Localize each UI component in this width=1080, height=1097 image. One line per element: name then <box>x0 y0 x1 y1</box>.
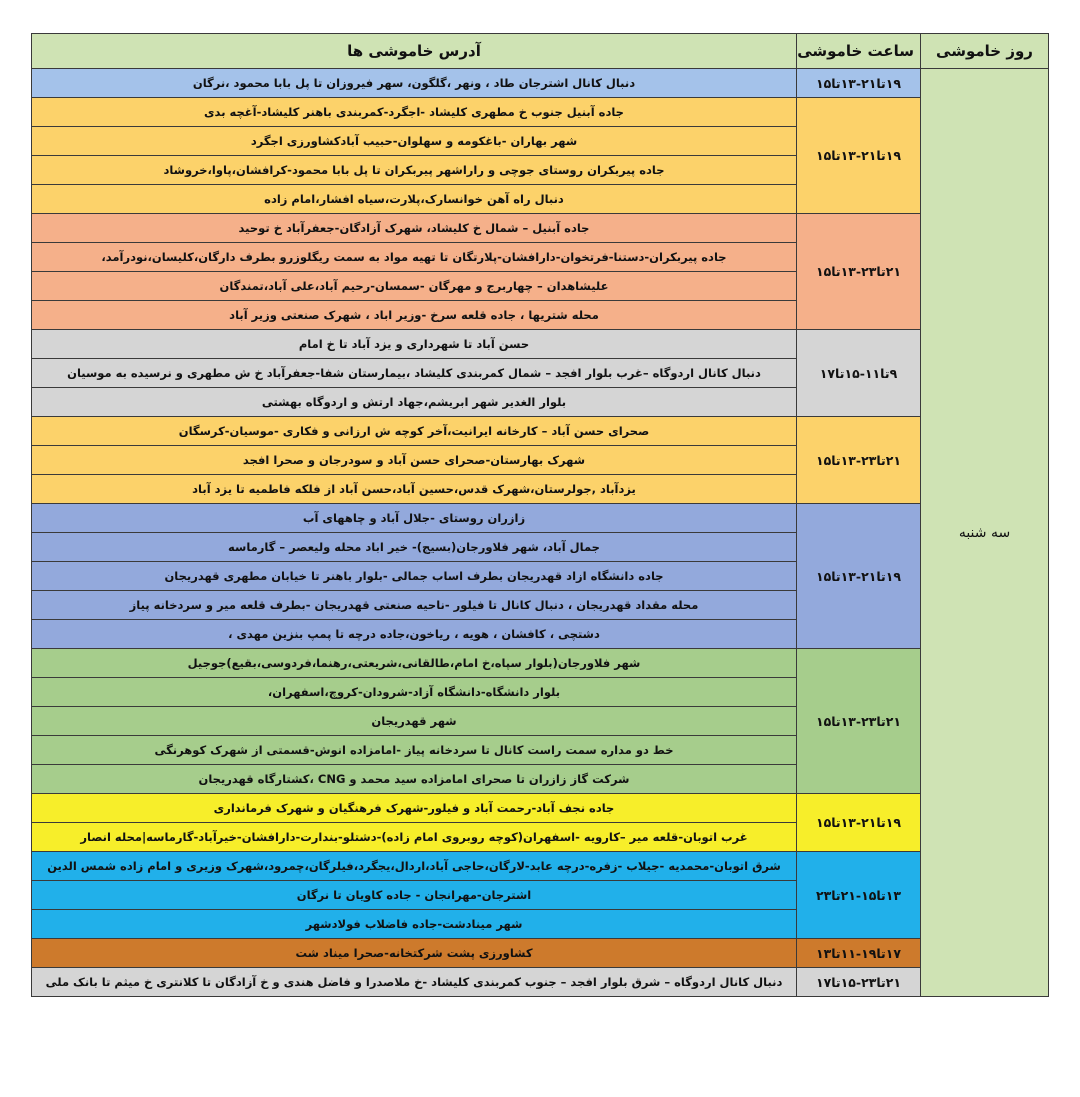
address-cell: دشتچی ، کافشان ، هویه ، ریاخون،جاده درچه تا پمپ بنزین مهدی ، <box>32 620 797 649</box>
address-cell: بلوار دانشگاه-دانشگاه آزاد-شرودان-کروچ،اسفهران، <box>32 678 797 707</box>
address-cell: شرکت گاز زازران تا صحرای امامزاده سید محمد و CNG ،کشتارگاه قهدریجان <box>32 765 797 794</box>
address-cell: جاده پیربکران-دستنا-فرتخوان-دارافشان-پلارتگان تا تهیه مواد به سمت ریگلوزرو بطرف دارگان،کلیسان،نودرآمد، <box>32 243 797 272</box>
address-cell: جاده نجف آباد-رحمت آباد و فیلور-شهرک فرهنگیان و شهرک فرمانداری <box>32 794 797 823</box>
time-cell: ۲۱تا۲۳-۱۳تا۱۵ <box>797 417 921 504</box>
address-cell: جمال آباد، شهر فلاورجان(بسیج)- خیر اباد محله ولیعصر – گارماسه <box>32 533 797 562</box>
table-row <box>32 417 1049 446</box>
address-cell: یزدآباد ,جولرستان،شهرک قدس،حسین آباد،حسن آباد از فلکه فاطمیه تا یزد آباد <box>32 475 797 504</box>
address-cell: صحرای حسن آباد – کارخانه ایرانیت،آخر کوچه ش ارزانی و فکاری -موسیان-کرسگان <box>32 417 797 446</box>
table-row <box>32 939 1049 968</box>
address-cell: خط دو مداره سمت راست کانال تا سردخانه پیاز -امامزاده انوش-قسمتی از شهرک کوهرنگی <box>32 736 797 765</box>
header-row <box>32 34 1049 69</box>
address-cell: شهرک بهارستان-صحرای حسن آباد و سودرجان و صحرا افجد <box>32 446 797 475</box>
time-cell: ۲۱تا۲۳-۱۵تا۱۷ <box>797 968 921 997</box>
time-cell: ۲۱تا۲۳-۱۳تا۱۵ <box>797 649 921 794</box>
header-time: ساعت خاموشی <box>797 34 921 69</box>
table-row <box>32 968 1049 997</box>
address-cell: زازران روستای -جلال آباد و چاههای آب <box>32 504 797 533</box>
table-row <box>32 214 1049 243</box>
address-cell: کشاورزی پشت شرکتخانه-صحرا میناد شت <box>32 939 797 968</box>
address-cell: محله شتریها ، جاده قلعه سرخ -وزیر اباد ، شهرک صنعتی وزیر آباد <box>32 301 797 330</box>
address-cell: دنبال راه آهن خوانسارک،پلارت،سیاه افشار،امام زاده <box>32 185 797 214</box>
time-cell: ۱۹تا۲۱-۱۳تا۱۵ <box>797 98 921 214</box>
address-cell: شهر فلاورجان(بلوار سپاه،خ امام،طالقانی،شریعتی،رهنما،فردوسی،بقیع)جوجیل <box>32 649 797 678</box>
time-cell: ۱۹تا۲۱-۱۳تا۱۵ <box>797 794 921 852</box>
time-cell: ۱۹تا۲۱-۱۳تا۱۵ <box>797 69 921 98</box>
address-cell: شرق اتوبان-محمدیه -جیلاب -زفره-درچه عابد-لارگان،حاجی آباد،اردال،یجگرد،فیلرگان،چمرود،شهرک وزیری و امام زاده شمس الدین <box>32 852 797 881</box>
address-cell: شهر مینادشت-جاده فاضلاب فولادشهر <box>32 910 797 939</box>
address-cell: جاده آبنیل – شمال خ کلیشاد، شهرک آزادگان-جعفرآباد خ توحید <box>32 214 797 243</box>
table-row <box>32 98 1049 127</box>
table-row <box>32 69 1049 98</box>
address-cell: علیشاهدان – چهاربرج و مهرگان -سمسان-رحیم آباد،علی آباد،تمندگان <box>32 272 797 301</box>
table-row <box>32 649 1049 678</box>
address-cell: دنبال کانال اردوگاه –غرب بلوار افجد – شمال کمربندی کلیشاد ،بیمارستان شفا-جعفرآباد خ ش مطهری و نرسیده به موسیان <box>32 359 797 388</box>
outage-schedule-table <box>31 33 1049 997</box>
time-cell: ۱۹تا۲۱-۱۳تا۱۵ <box>797 504 921 649</box>
address-cell: دنبال کانال اشترجان طاد ، ونهر ،گلگون، سهر فیروزان تا پل بابا محمود ،نرگان <box>32 69 797 98</box>
address-cell: جاده پیربکران روستای جوچی و راراشهر پیربکران تا پل بابا محمود-کرافشان،پاوا،خروشاد <box>32 156 797 185</box>
table-row <box>32 330 1049 359</box>
time-cell: ۲۱تا۲۳-۱۳تا۱۵ <box>797 214 921 330</box>
header-day: روز خاموشی <box>921 34 1049 69</box>
address-cell: اشترجان-مهرانجان - جاده کاویان تا نرگان <box>32 881 797 910</box>
day-cell: سه شنبه <box>921 69 1049 997</box>
address-cell: غرب اتوبان-قلعه میر –کارویه -اسفهران(کوچه روبروی امام زاده)-دشتلو-بندارت-دارافشان-خیرآباد-گارماسه|محله انصار <box>32 823 797 852</box>
header-address: آدرس خاموشی ها <box>32 34 797 69</box>
address-cell: حسن آباد تا شهرداری و یزد آباد تا خ امام <box>32 330 797 359</box>
time-cell: ۹تا۱۱-۱۵تا۱۷ <box>797 330 921 417</box>
address-cell: جاده آبنیل جنوب خ مطهری کلیشاد -اجگرد-کمربندی باهنر کلیشاد-آغچه بدی <box>32 98 797 127</box>
address-cell: جاده دانشگاه ازاد قهدریجان بطرف اساب جمالی -بلوار باهنر تا خیابان مطهری قهدریجان <box>32 562 797 591</box>
address-cell: بلوار الغدیر شهر ابریشم،جهاد ارتش و اردوگاه بهشتی <box>32 388 797 417</box>
address-cell: شهر قهدریجان <box>32 707 797 736</box>
table-row <box>32 794 1049 823</box>
table-row <box>32 504 1049 533</box>
address-cell: محله مقداد قهدریجان ، دنبال کانال تا فیلور -ناحیه صنعتی قهدریجان -بطرف قلعه میر و سردخانه پیاز <box>32 591 797 620</box>
table-row <box>32 852 1049 881</box>
address-cell: شهر بهاران -باغکومه و سهلوان-حبیب آبادکشاورزی اجگرد <box>32 127 797 156</box>
address-cell: دنبال کانال اردوگاه – شرق بلوار افجد – جنوب کمربندی کلیشاد -خ ملاصدرا و فاضل هندی و خ آزادگان تا کلانتری خ میثم تا بانک ملی <box>32 968 797 997</box>
time-cell: ۱۳تا۱۵-۲۱تا۲۳ <box>797 852 921 939</box>
time-cell: ۱۷تا۱۹-۱۱تا۱۳ <box>797 939 921 968</box>
